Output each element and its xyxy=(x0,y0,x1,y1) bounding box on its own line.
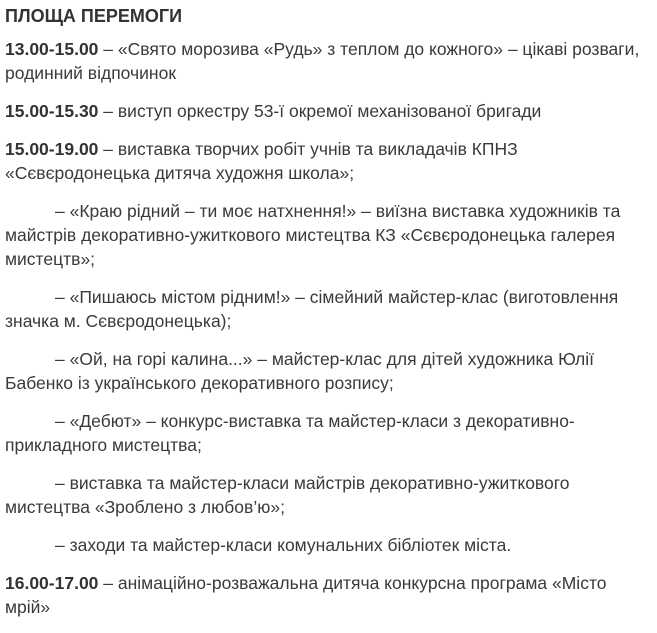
document-body xyxy=(5,4,653,633)
sub-item xyxy=(5,533,653,557)
item-text: – анімаційно-розважальна дитяча конкурсна програма «Місто мрій» xyxy=(5,573,607,617)
item-text: – виставка творчих робіт учнів та викладачів КПНЗ «Сєвєродонецька дитяча художня школа»; xyxy=(5,139,518,183)
section-heading: ПЛОЩА ПЕРЕМОГИ xyxy=(5,6,183,26)
schedule-item xyxy=(5,571,653,619)
item-text: – «Дебют» – конкурс-виставка та майстер-класи з декоративно-прикладного мистецтва; xyxy=(5,411,575,455)
time-range: 13.00-15.00 xyxy=(5,39,99,59)
schedule-item xyxy=(5,137,653,185)
time-range: 15.00-15.30 xyxy=(5,101,99,121)
item-text: – заходи та майстер-класи комунальних бібліотек міста. xyxy=(55,535,512,555)
item-text: – виступ оркестру 53-ї окремої механізованої бригади xyxy=(98,101,542,121)
schedule-item xyxy=(5,37,653,85)
sub-item xyxy=(5,199,653,271)
time-range: 16.00-17.00 xyxy=(5,573,99,593)
sub-item xyxy=(5,409,653,457)
item-text: – «Краю рідний – ти моє натхнення!» – виїзна виставка художників та майстрів декоративно-ужиткового мистецтва КЗ «Сєвєродонецька галерея мистецтв»; xyxy=(5,201,621,269)
item-text: – «Пишаюсь містом рідним!» – сімейний майстер-клас (виготовлення значка м. Сєвєродонецька); xyxy=(5,287,619,331)
item-text: – «Свято морозива «Рудь» з теплом до кожного» – цікаві розваги, родинний відпочинок xyxy=(5,39,640,83)
item-text: – «Ой, на горі калина...» – майстер-клас для дітей художника Юлії Бабенко із українського декоративного розпису; xyxy=(5,349,595,393)
item-text: – виставка та майстер-класи майстрів декоративно-ужиткового мистецтва «Зроблено з любов’ю»; xyxy=(5,473,570,517)
schedule-item xyxy=(5,99,653,123)
time-range: 15.00-19.00 xyxy=(5,139,99,159)
sub-item xyxy=(5,347,653,395)
sub-item xyxy=(5,471,653,519)
sub-item xyxy=(5,285,653,333)
